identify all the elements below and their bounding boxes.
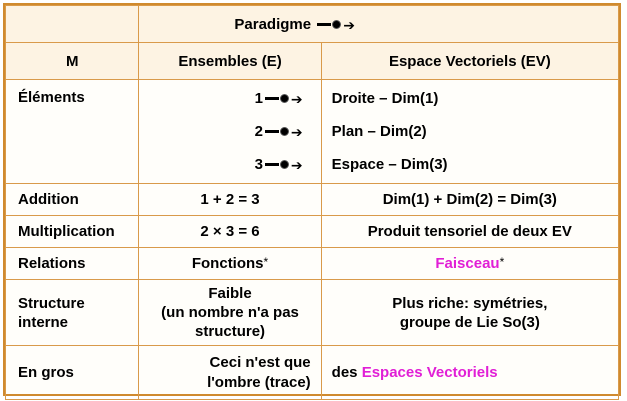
- row-relations: [6, 248, 619, 280]
- paradigm-arrow-icon: ➔: [315, 18, 355, 32]
- col-header-ev: Espace Vectoriels (EV): [321, 43, 618, 80]
- espaces-vectoriels-highlight: Espaces Vectoriels: [361, 364, 498, 381]
- en-gros-e: Ceci n'est que l'ombre (trace): [139, 346, 321, 400]
- dim-arrow-icon: ➔: [263, 158, 303, 172]
- title-cell: [139, 6, 619, 43]
- e-item: 3 ➔: [254, 156, 303, 173]
- addition-ev: Dim(1) + Dim(2) = Dim(3): [321, 184, 618, 216]
- paradigm-table: [5, 5, 619, 400]
- row-elements: [6, 80, 619, 184]
- dim-arrow-icon: ➔: [263, 92, 303, 106]
- row-label-relations: Relations: [6, 248, 139, 280]
- col-header-ensembles: Ensembles (E): [139, 43, 321, 80]
- row-multiplication: [6, 216, 619, 248]
- relations-ev: Faisceau: [435, 255, 500, 272]
- relations-ev-cell: [321, 248, 618, 280]
- relations-e-cell: [139, 248, 321, 280]
- elements-ev-cell: [321, 80, 618, 184]
- paradigm-title: Paradigme: [234, 15, 312, 33]
- title-row: [6, 6, 619, 43]
- row-en-gros: [6, 346, 619, 400]
- en-gros-ev: des Espaces Vectoriels: [321, 346, 618, 400]
- footnote-mark: *: [263, 255, 269, 269]
- multiplication-ev: Produit tensoriel de deux EV: [321, 216, 618, 248]
- row-label-addition: Addition: [6, 184, 139, 216]
- row-label-structure: Structure interne: [6, 280, 139, 346]
- row-label-multiplication: Multiplication: [6, 216, 139, 248]
- ev-item: Espace – Dim(3): [331, 156, 448, 173]
- ev-item: Droite – Dim(1): [331, 90, 439, 107]
- column-header-row: [6, 43, 619, 80]
- structure-e: Faible (un nombre n'a pas structure): [139, 280, 321, 346]
- title-blank-cell: [6, 6, 139, 43]
- row-label-en-gros: En gros: [6, 346, 139, 400]
- row-label-elements: Éléments: [6, 80, 139, 184]
- row-addition: [6, 184, 619, 216]
- elements-e-cell: [139, 80, 321, 184]
- relations-e: Fonctions: [191, 255, 264, 272]
- e-item: 2 ➔: [254, 123, 303, 140]
- e-item: 1 ➔: [254, 90, 303, 107]
- dim-arrow-icon: ➔: [263, 125, 303, 139]
- ev-item: Plan – Dim(2): [331, 123, 427, 140]
- structure-ev: Plus riche: symétries, groupe de Lie So(3): [321, 280, 618, 346]
- addition-e: 1 + 2 = 3: [139, 184, 321, 216]
- row-structure: [6, 280, 619, 346]
- col-header-m: M: [6, 43, 139, 80]
- multiplication-e: 2 × 3 = 6: [139, 216, 321, 248]
- footnote-mark: *: [499, 255, 505, 269]
